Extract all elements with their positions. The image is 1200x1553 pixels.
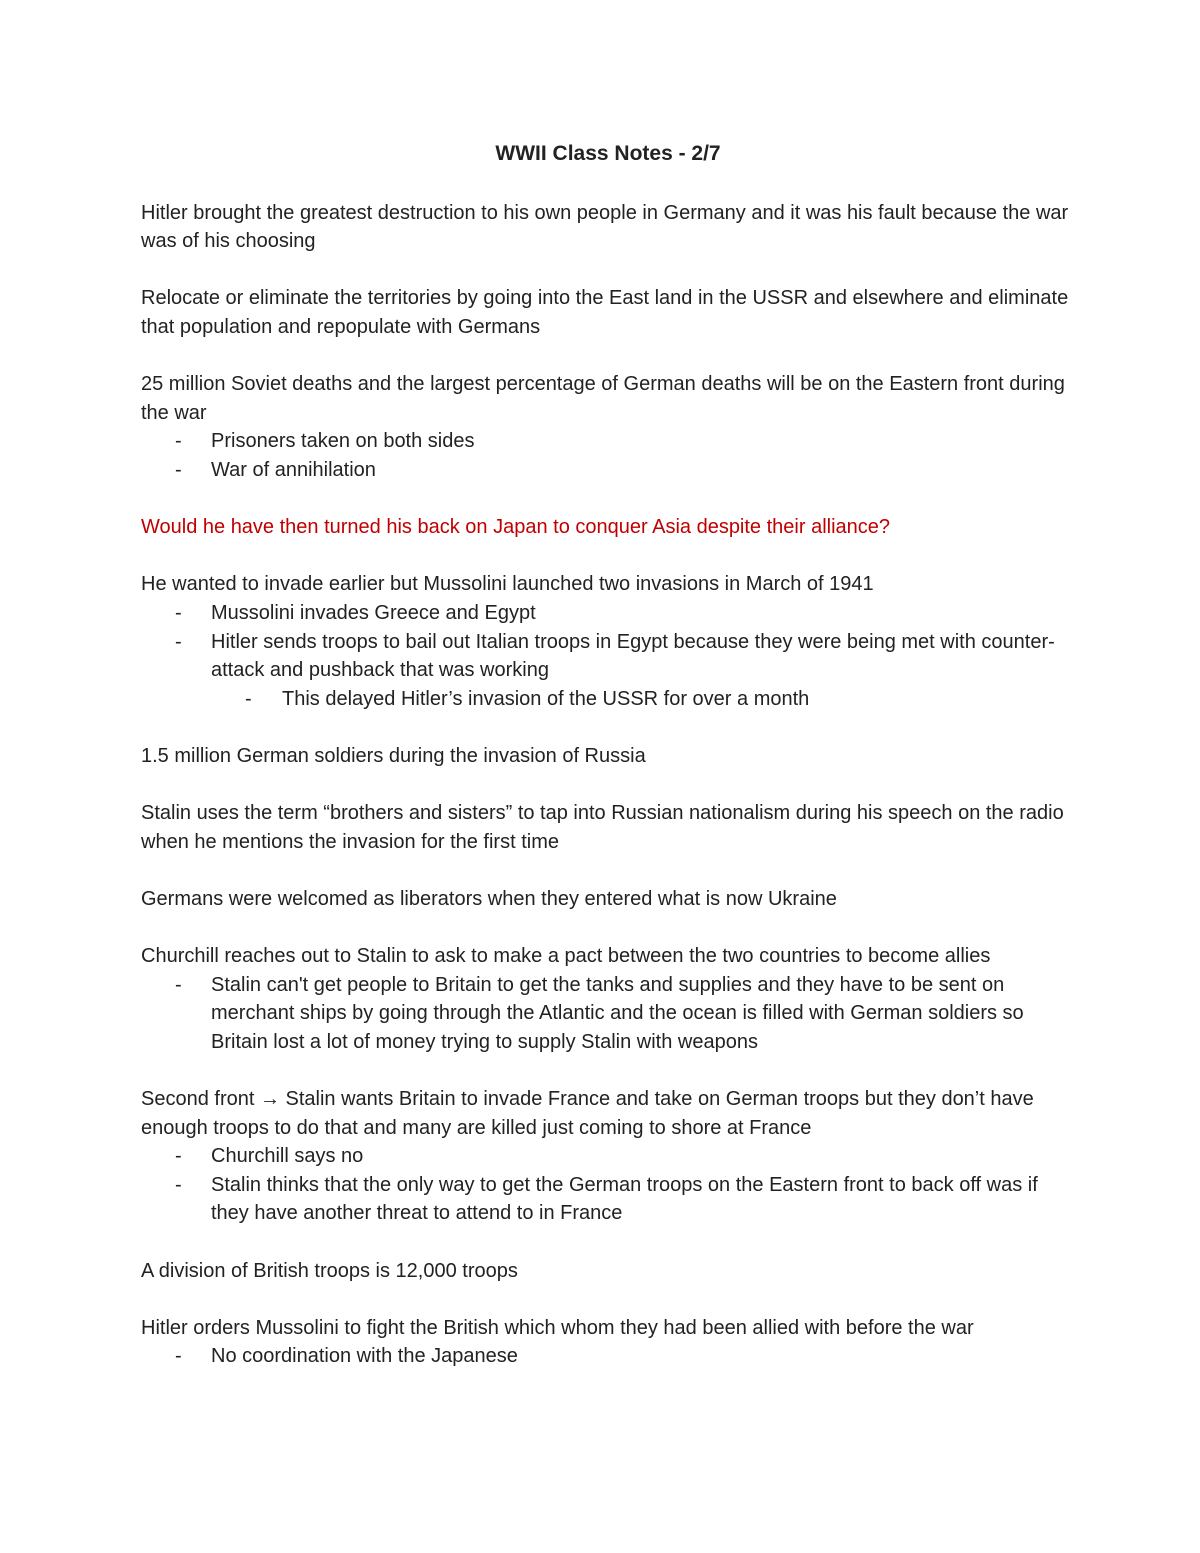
paragraph-text: He wanted to invade earlier but Mussolini launched two invasions in March of 1941 [141, 573, 874, 596]
note-paragraph-5 [141, 742, 1071, 771]
list-item: - Churchill says no [141, 1142, 1071, 1171]
paragraph-text: Germans were welcomed as liberators when they entered what is now Ukraine [141, 887, 837, 910]
note-paragraph-7 [141, 885, 1071, 914]
note-paragraph-3 [141, 370, 1071, 484]
paragraph-text: A division of British troops is 12,000 troops [141, 1259, 518, 1282]
paragraph-text: Hitler orders Mussolini to fight the British which whom they had been allied with before the war [141, 1316, 974, 1339]
note-question [141, 513, 1071, 542]
list-item: - No coordination with the Japanese [141, 1342, 1071, 1371]
note-paragraph-11 [141, 1314, 1071, 1371]
bullet-list [141, 1142, 1071, 1228]
note-paragraph-8 [141, 942, 1071, 1056]
note-paragraph-9 [141, 1085, 1071, 1228]
note-paragraph-1 [141, 199, 1071, 256]
note-paragraph-6 [141, 799, 1071, 856]
list-item: - Prisoners taken on both sides [141, 427, 1071, 456]
paragraph-text: 25 million Soviet deaths and the largest percentage of German deaths will be on the Eastern front during the war [141, 373, 1065, 424]
list-item: - This delayed Hitler’s invasion of the USSR for over a month [141, 685, 1071, 714]
sub-bullet-list [141, 685, 1071, 714]
bullet-list [141, 971, 1071, 1057]
list-item: - Mussolini invades Greece and Egypt [141, 599, 1071, 628]
note-paragraph-4 [141, 570, 1071, 713]
paragraph-text: Churchill reaches out to Stalin to ask to make a pact between the two countries to become allies [141, 945, 991, 968]
list-item: - Stalin can't get people to Britain to get the tanks and supplies and they have to be sent on merchant ships by going through the Atlantic and the ocean is filled with German soldiers so Britain lost a lot of money trying to supply Stalin with weapons [141, 971, 1071, 1057]
document-page [141, 140, 1071, 1400]
list-item: - Hitler sends troops to bail out Italian troops in Egypt because they were being met with counter-attack and pushback that was working [141, 628, 1071, 685]
bullet-list [141, 427, 1071, 484]
paragraph-text: Second front → Stalin wants Britain to invade France and take on German troops but they don’t have enough troops to do that and many are killed just coming to shore at France [141, 1088, 1034, 1139]
page-title: WWII Class Notes - 2/7 [495, 142, 721, 165]
paragraph-text: Relocate or eliminate the territories by going into the East land in the USSR and elsewhere and eliminate that population and repopulate with Germans [141, 287, 1069, 338]
note-paragraph-10 [141, 1257, 1071, 1286]
paragraph-text: Hitler brought the greatest destruction to his own people in Germany and it was his fault because the war was of his choosing [141, 201, 1069, 253]
bullet-list [141, 1342, 1071, 1371]
paragraph-text: 1.5 million German soldiers during the invasion of Russia [141, 744, 646, 767]
bullet-list [141, 599, 1071, 685]
question-text: Would he have then turned his back on Japan to conquer Asia despite their alliance? [141, 516, 891, 539]
paragraph-text: Stalin uses the term “brothers and sisters” to tap into Russian nationalism during his speech on the radio when he mentions the invasion for the first time [141, 802, 1064, 853]
note-paragraph-2 [141, 284, 1071, 341]
list-item: - War of annihilation [141, 456, 1071, 485]
list-item: - Stalin thinks that the only way to get the German troops on the Eastern front to back off was if they have another threat to attend to in France [141, 1171, 1071, 1228]
